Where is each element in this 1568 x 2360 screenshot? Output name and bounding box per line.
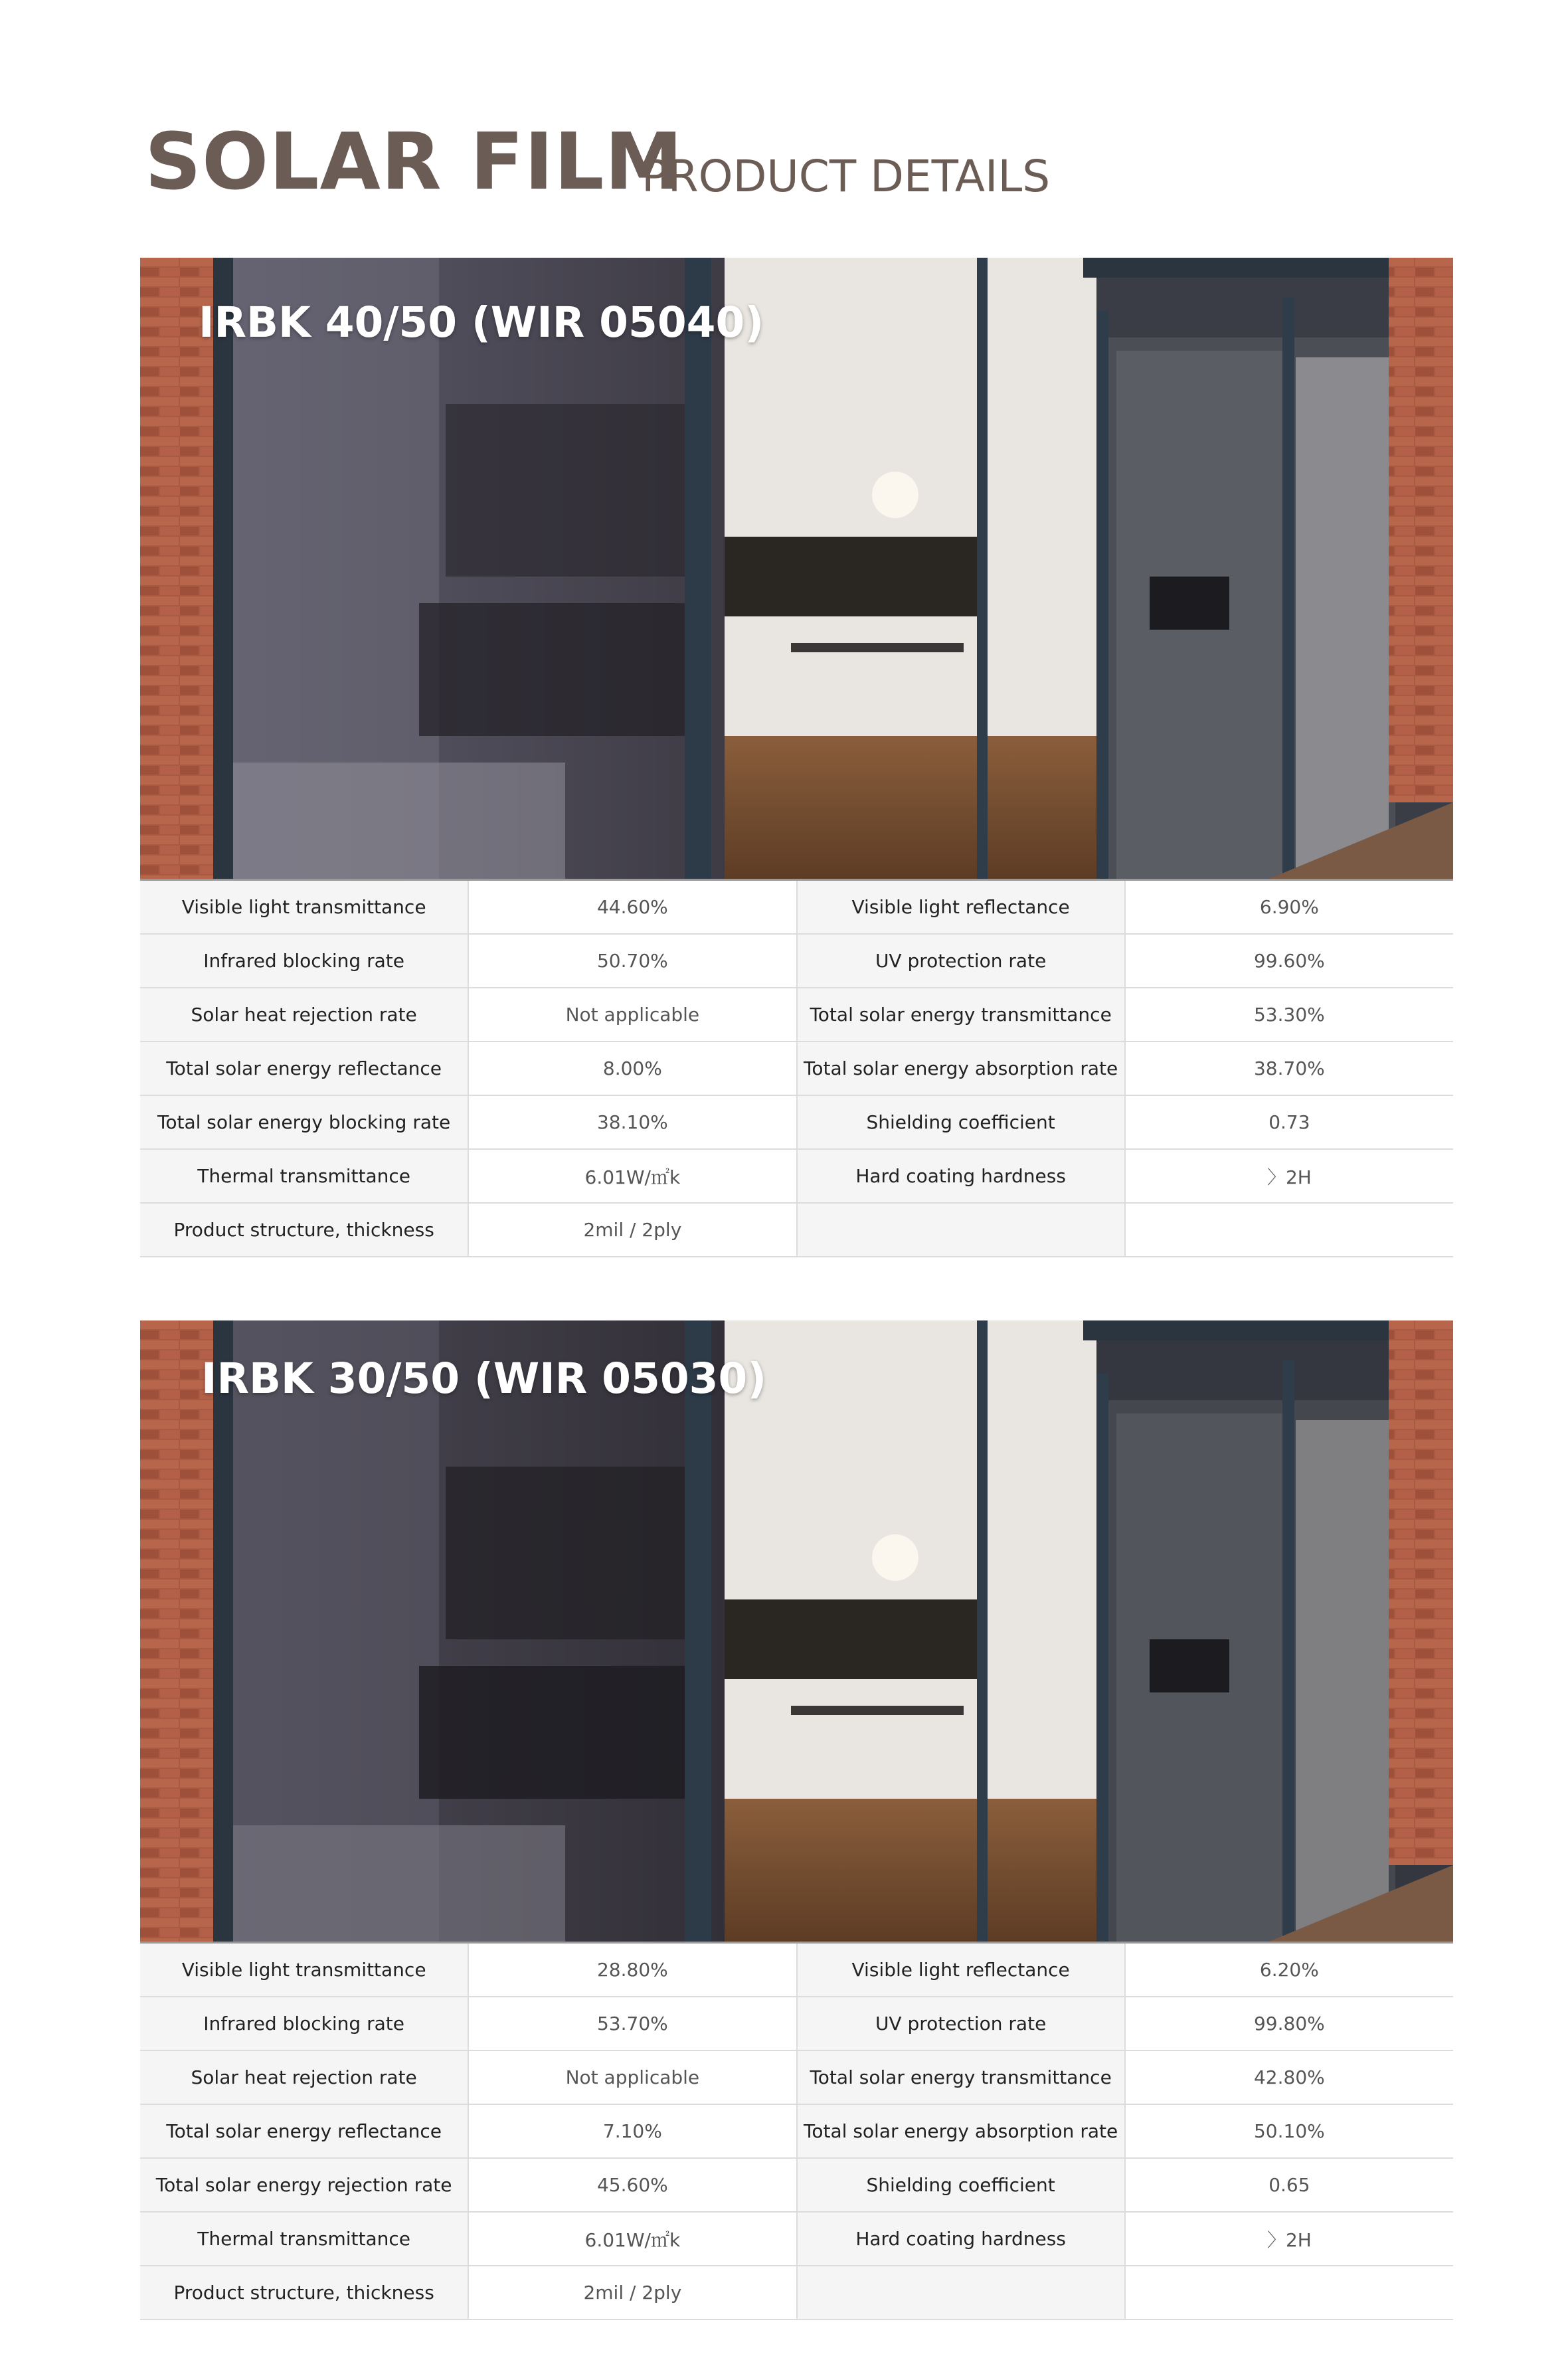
table-row bbox=[140, 2104, 1453, 2158]
spec-value: 53.70% bbox=[468, 1997, 796, 2050]
page-header bbox=[145, 118, 1407, 205]
table-row bbox=[140, 934, 1453, 988]
table-row bbox=[140, 1042, 1453, 1095]
spec-value: 99.80% bbox=[1125, 1997, 1453, 2050]
spec-value: 50.70% bbox=[468, 934, 796, 988]
spec-label: Solar heat rejection rate bbox=[140, 2050, 468, 2104]
spec-label: Product structure, thickness bbox=[140, 1203, 468, 1257]
spec-value: 28.80% bbox=[468, 1943, 796, 1997]
spec-value: 45.60% bbox=[468, 2158, 796, 2212]
spec-label: Visible light reflectance bbox=[797, 880, 1125, 935]
spec-label bbox=[797, 1203, 1125, 1257]
spec-label: Shielding coefficient bbox=[797, 1095, 1125, 1149]
spec-value: 2mil / 2ply bbox=[468, 2266, 796, 2319]
spec-label: Infrared blocking rate bbox=[140, 1997, 468, 2050]
page-title: SOLAR FILM bbox=[145, 116, 683, 207]
spec-label: Total solar energy transmittance bbox=[797, 988, 1125, 1042]
table-row bbox=[140, 1997, 1453, 2050]
spec-value: 6.90% bbox=[1125, 880, 1453, 935]
product-name: IRBK 40/50 (WIR 05040) bbox=[199, 298, 764, 347]
spec-value: 8.00% bbox=[468, 1042, 796, 1095]
spec-value: 42.80% bbox=[1125, 2050, 1453, 2104]
table-row bbox=[140, 1943, 1453, 1997]
spec-label: Visible light reflectance bbox=[797, 1943, 1125, 1997]
spec-table bbox=[140, 1942, 1453, 2320]
table-row bbox=[140, 880, 1453, 935]
spec-value bbox=[1125, 1203, 1453, 1257]
spec-label: Total solar energy rejection rate bbox=[140, 2158, 468, 2212]
table-row bbox=[140, 2050, 1453, 2104]
building-facade-photo bbox=[140, 1320, 1453, 1942]
product-photo bbox=[140, 1320, 1453, 1942]
spec-value: 0.73 bbox=[1125, 1095, 1453, 1149]
spec-value: 6.20% bbox=[1125, 1943, 1453, 1997]
product-name: IRBK 30/50 (WIR 05030) bbox=[201, 1354, 767, 1403]
spec-label: Visible light transmittance bbox=[140, 880, 468, 935]
spec-label: Total solar energy blocking rate bbox=[140, 1095, 468, 1149]
spec-value: 50.10% bbox=[1125, 2104, 1453, 2158]
table-row bbox=[140, 1203, 1453, 1257]
page-subtitle: PRODUCT DETAILS bbox=[642, 151, 1051, 202]
product-photo bbox=[140, 258, 1453, 879]
spec-label: Total solar energy reflectance bbox=[140, 2104, 468, 2158]
spec-label: Visible light transmittance bbox=[140, 1943, 468, 1997]
spec-label: Infrared blocking rate bbox=[140, 934, 468, 988]
spec-value: 38.10% bbox=[468, 1095, 796, 1149]
spec-value: 6.01W/㎡k bbox=[468, 1149, 796, 1203]
spec-value: Not applicable bbox=[468, 988, 796, 1042]
table-row bbox=[140, 1095, 1453, 1149]
spec-value: 7.10% bbox=[468, 2104, 796, 2158]
spec-label: Total solar energy absorption rate bbox=[797, 2104, 1125, 2158]
table-row bbox=[140, 2266, 1453, 2319]
spec-label: Shielding coefficient bbox=[797, 2158, 1125, 2212]
spec-value: 44.60% bbox=[468, 880, 796, 935]
spec-value: 〉2H bbox=[1125, 2212, 1453, 2266]
spec-value bbox=[1125, 2266, 1453, 2319]
table-row bbox=[140, 988, 1453, 1042]
spec-value: 6.01W/㎡k bbox=[468, 2212, 796, 2266]
product-section-2 bbox=[140, 1320, 1453, 2320]
table-row bbox=[140, 1149, 1453, 1203]
spec-value: 〉2H bbox=[1125, 1149, 1453, 1203]
spec-label: UV protection rate bbox=[797, 934, 1125, 988]
spec-label: Thermal transmittance bbox=[140, 2212, 468, 2266]
spec-label: Total solar energy reflectance bbox=[140, 1042, 468, 1095]
spec-label: Thermal transmittance bbox=[140, 1149, 468, 1203]
spec-table bbox=[140, 879, 1453, 1257]
spec-value: 53.30% bbox=[1125, 988, 1453, 1042]
spec-label: Hard coating hardness bbox=[797, 1149, 1125, 1203]
spec-label: Solar heat rejection rate bbox=[140, 988, 468, 1042]
spec-label bbox=[797, 2266, 1125, 2319]
spec-value: 38.70% bbox=[1125, 1042, 1453, 1095]
spec-value: 99.60% bbox=[1125, 934, 1453, 988]
spec-value: 2mil / 2ply bbox=[468, 1203, 796, 1257]
product-section-1 bbox=[140, 258, 1453, 1257]
spec-label: Product structure, thickness bbox=[140, 2266, 468, 2319]
table-row bbox=[140, 2158, 1453, 2212]
building-facade-photo bbox=[140, 258, 1453, 879]
spec-label: Total solar energy absorption rate bbox=[797, 1042, 1125, 1095]
spec-label: Total solar energy transmittance bbox=[797, 2050, 1125, 2104]
spec-value: 0.65 bbox=[1125, 2158, 1453, 2212]
spec-value: Not applicable bbox=[468, 2050, 796, 2104]
spec-label: Hard coating hardness bbox=[797, 2212, 1125, 2266]
table-row bbox=[140, 2212, 1453, 2266]
spec-label: UV protection rate bbox=[797, 1997, 1125, 2050]
